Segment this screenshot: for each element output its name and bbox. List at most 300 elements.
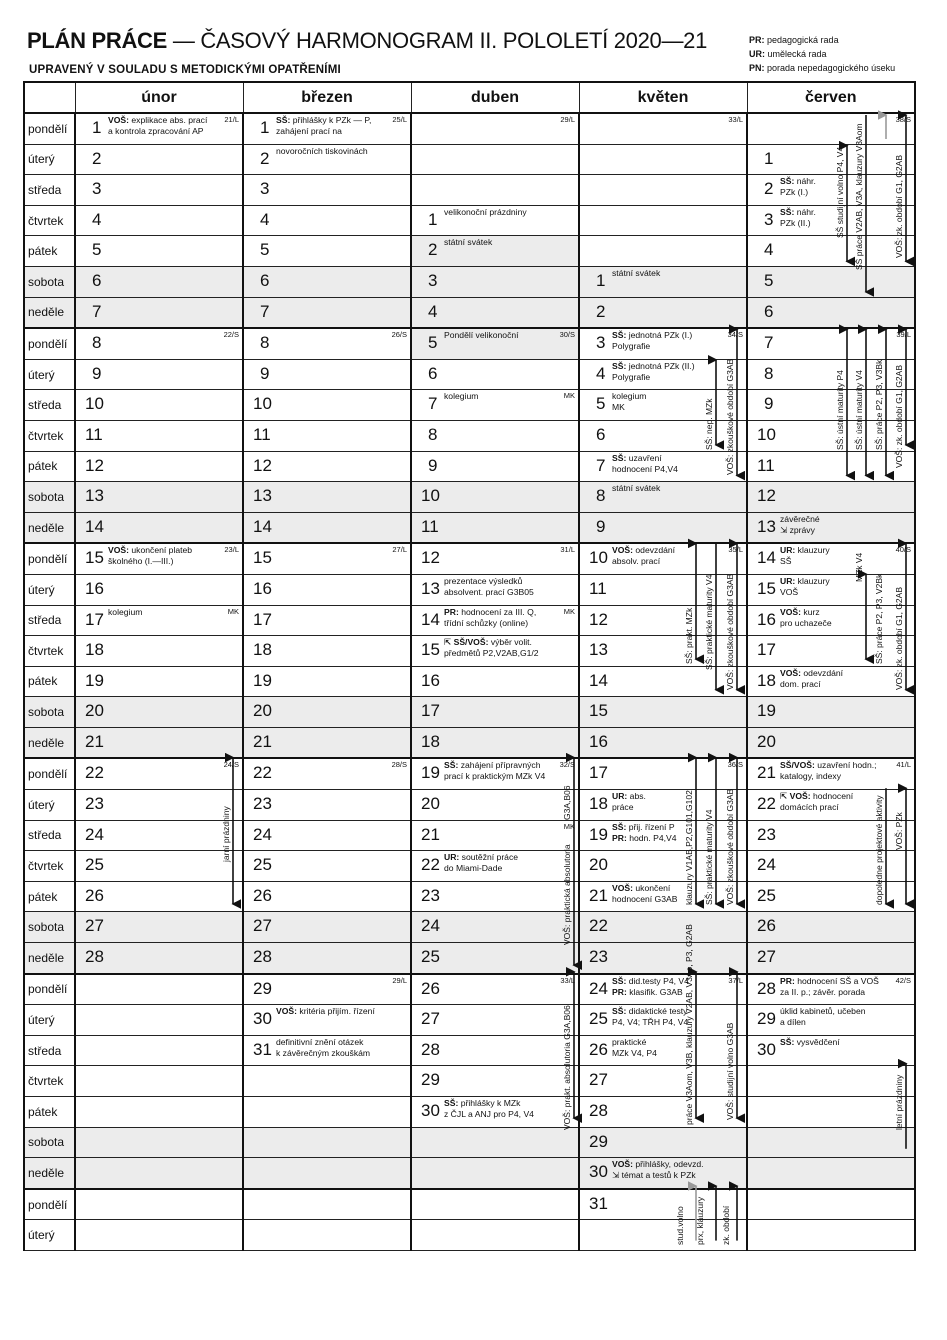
calendar-row [24,1035,915,1066]
day-number: 25 [253,855,272,875]
day-number: 17 [253,609,272,629]
day-number: 26 [589,1039,608,1059]
vertical-period-label: SŠ: prakt. MZk [684,607,694,664]
day-cell [75,636,243,667]
event-note: UR: klauzury SŠ [780,545,830,567]
day-cell [411,359,579,390]
day-number: 16 [253,578,272,598]
day-number: 23 [589,947,608,967]
event-note: VOŠ: odevzdání dom. prací [780,667,844,689]
day-cell [747,1189,915,1220]
day-number: 16 [757,609,776,629]
day-cell [75,605,243,636]
day-cell [747,820,915,851]
calendar-table [23,81,916,1251]
week-code: 22/S [223,330,239,340]
event-note: PR: hodnocení za III. Q, třídní schůzky (online) [444,606,537,628]
calendar-row [24,451,915,482]
day-cell [579,359,747,390]
day-number: 11 [421,516,439,536]
day-cell [243,390,411,421]
calendar-row [24,328,915,359]
week-code: 33/L [560,975,575,985]
day-cell [579,390,747,421]
vertical-period-label: SŠ: nep. MZk [704,398,714,450]
day-cell [243,1220,411,1251]
day-number: 18 [253,640,272,660]
event-note: VOŠ: kurz pro uchazeče [780,606,832,628]
event-note: závěrečné ⇲ zprávy [780,513,820,535]
week-code: 41/L [896,760,911,770]
day-cell [747,912,915,943]
day-number: 2 [596,301,606,321]
day-cell [243,1158,411,1189]
day-number: 8 [428,424,438,444]
day-cell [579,1005,747,1036]
event-note: definitivní znění otázek k závěrečným zkouškám [276,1036,371,1058]
day-cell [747,390,915,421]
day-number: 1 [596,270,606,290]
day-cell [243,328,411,359]
day-number: 21 [253,731,272,751]
calendar-row [24,912,915,943]
day-number: 1 [92,118,102,137]
page-subtitle: UPRAVENÝ V SOULADU S METODICKÝMI OPATŘENÍMI [29,64,341,76]
event-note: UR: klauzury VOŠ [780,575,830,597]
calendar-row [24,820,915,851]
calendar-row [24,943,915,974]
day-number: 13 [421,578,440,598]
day-number: 1 [260,118,270,137]
calendar-row [24,236,915,267]
day-number: 14 [421,609,440,629]
event-note: státní svátek [444,237,493,248]
day-number: 3 [596,333,606,353]
day-number: 3 [92,179,102,199]
day-number: 12 [589,609,608,629]
month-header: květen [579,82,747,113]
vertical-period-label: prx, klauzury [695,1196,705,1245]
week-code: 27/L [392,545,407,555]
day-number: 12 [253,455,272,475]
day-number: 5 [260,240,270,260]
day-cell [75,1066,243,1097]
day-cell [75,1127,243,1158]
day-cell [411,1158,579,1189]
day-number: 17 [589,763,608,783]
day-cell [747,697,915,728]
day-cell [411,328,579,359]
day-cell [411,820,579,851]
calendar-row [24,881,915,912]
week-code: 33/L [728,115,743,124]
day-number: 14 [589,670,608,690]
calendar-row [24,851,915,882]
weekday-label: pátek [24,451,75,482]
weekday-label: pondělí [24,1189,75,1220]
weekday-label: pondělí [24,543,75,574]
day-cell [579,1035,747,1066]
day-cell [747,359,915,390]
day-cell [411,175,579,206]
day-cell [75,1005,243,1036]
weekday-label: čtvrtek [24,851,75,882]
day-number: 5 [596,394,606,414]
legend-item: PR: pedagogická rada [749,35,839,45]
weekday-label: středa [24,820,75,851]
day-cell [75,512,243,543]
day-number: 14 [253,516,272,536]
day-cell [243,605,411,636]
day-number: 4 [764,240,774,260]
week-code: 25/L [392,115,407,124]
day-number: 25 [85,855,104,875]
day-number: 2 [428,240,438,260]
day-cell [243,727,411,758]
event-note: státní svátek [612,483,661,494]
day-cell [747,266,915,297]
day-cell [579,451,747,482]
day-cell [747,543,915,574]
day-number: 18 [85,640,104,660]
day-number: 11 [85,424,103,444]
event-note: UR: soutěžní práce do Miami-Dade [444,852,519,874]
day-cell [411,236,579,267]
weekday-label: čtvrtek [24,420,75,451]
event-note: UR: abs. práce [612,791,646,813]
calendar-row [24,390,915,421]
day-cell [579,820,747,851]
week-code: 32/S [559,760,575,770]
week-code: 24/S [223,760,239,770]
event-note: kolegium [108,606,143,617]
day-cell [411,790,579,821]
day-cell [579,974,747,1005]
legend-item: UR: umělecká rada [749,49,827,59]
week-code: 37/L [728,975,743,985]
week-code: 29/L [392,975,407,985]
weekday-label: úterý [24,1220,75,1251]
day-cell [75,943,243,974]
day-cell [411,113,579,144]
day-cell [579,912,747,943]
day-number: 27 [253,916,272,936]
weekday-label: úterý [24,1005,75,1036]
event-note: VOŠ: explikace abs. prací a kontrola zpracování AP [108,115,208,136]
event-note: SŠ: jednotná PZk (II.) Polygrafie [612,360,695,382]
weekday-label: sobota [24,912,75,943]
day-cell [75,1220,243,1251]
weekday-label: čtvrtek [24,205,75,236]
event-note: kolegium MK [612,391,647,413]
day-cell [243,297,411,328]
day-cell [747,1127,915,1158]
vertical-period-label: VOŠ: studijní volno G3AB [725,1022,735,1120]
day-number: 11 [589,578,607,598]
day-number: 4 [260,209,270,229]
day-cell [579,727,747,758]
day-number: 30 [421,1101,440,1120]
day-number: 16 [85,578,104,598]
weekday-label: pondělí [24,113,75,144]
calendar-row [24,144,915,175]
day-cell [75,666,243,697]
calendar-row [24,727,915,758]
day-number: 15 [421,640,440,660]
vertical-period-label: VOŠ: zkouškové období G3AB [725,573,735,690]
day-number: 26 [421,978,440,998]
day-cell [75,451,243,482]
day-cell [411,851,579,882]
day-cell [411,543,579,574]
day-cell [579,1220,747,1251]
calendar-row [24,266,915,297]
event-note: SŠ: náhr. PZk (I.) [780,176,816,198]
day-cell [243,574,411,605]
day-number: 4 [428,301,438,321]
day-cell [411,1097,579,1128]
day-number: 10 [757,424,776,444]
week-code: 23/L [224,545,239,555]
day-number: 31 [589,1193,608,1213]
day-cell [243,175,411,206]
day-cell [579,636,747,667]
day-number: 9 [428,455,438,475]
day-cell [75,851,243,882]
day-number: 13 [85,486,104,506]
week-code: 34/S [727,330,743,340]
vertical-period-label: VOŠ: zkouškové období G3AB [725,358,735,475]
weekday-label: úterý [24,144,75,175]
day-cell [75,912,243,943]
event-note: VOŠ: kritéria přijím. řízení [276,1006,375,1017]
day-cell [75,574,243,605]
day-cell [75,1158,243,1189]
event-note: praktické MZk V4, P4 [612,1036,657,1058]
calendar-row [24,790,915,821]
week-code: MK [227,606,239,616]
day-cell [411,512,579,543]
day-cell [747,790,915,821]
day-number: 19 [85,670,104,690]
week-code: 30/S [559,330,575,340]
day-cell [243,420,411,451]
day-cell [579,1189,747,1220]
calendar-row [24,420,915,451]
calendar-row [24,697,915,728]
day-cell [747,236,915,267]
day-cell [243,1097,411,1128]
day-cell [747,974,915,1005]
day-number: 21 [421,824,440,844]
event-note: SŠ/VOŠ: uzavření hodn.; katalogy, indexy [780,760,877,782]
calendar-row [24,359,915,390]
day-cell [243,113,411,144]
day-cell [411,1127,579,1158]
day-cell [75,266,243,297]
calendar-row [24,482,915,513]
day-cell [243,266,411,297]
vertical-period-label: VOŠ: prakt. absolutoria G3A,B06 [562,1005,572,1130]
day-number: 20 [757,731,776,751]
day-number: 2 [260,148,270,168]
weekday-label: neděle [24,297,75,328]
day-cell [411,297,579,328]
day-number: 17 [757,640,776,660]
day-number: 29 [253,978,272,998]
day-number: 8 [596,486,606,506]
vertical-period-label: zk. období [721,1205,731,1245]
weekday-label: neděle [24,943,75,974]
day-number: 12 [85,455,104,475]
day-number: 13 [253,486,272,506]
day-number: 2 [764,179,774,199]
calendar-row [24,543,915,574]
day-cell [747,758,915,789]
day-cell [747,113,915,144]
vertical-period-label: VOŠ: zk. období G1, G2AB [894,365,904,468]
day-cell [579,236,747,267]
day-number: 28 [253,947,272,967]
vertical-period-label: práce V3Aom, V3B, klauzury V2AB, V3Ao, P3, G2AB [684,924,694,1125]
day-cell [747,1035,915,1066]
weekday-label: pátek [24,666,75,697]
day-cell [579,297,747,328]
calendar-row [24,758,915,789]
day-number: 9 [260,363,270,383]
day-number: 19 [589,824,608,844]
day-number: 4 [92,209,102,229]
day-number: 13 [757,516,776,536]
day-cell [411,605,579,636]
day-number: 19 [421,763,440,783]
day-number: 24 [253,824,272,844]
day-cell [411,943,579,974]
day-number: 20 [421,794,440,814]
day-number: 15 [253,548,272,568]
day-cell [747,1220,915,1251]
day-cell [747,727,915,758]
day-cell [747,943,915,974]
day-cell [243,881,411,912]
day-number: 15 [757,578,776,598]
day-cell [411,1035,579,1066]
day-number: 4 [596,363,606,383]
vertical-period-label: SŠ studijní volno P4, V4 [835,146,845,238]
day-number: 17 [421,701,440,721]
day-cell [747,1158,915,1189]
event-note: SŠ: did.testy P4, V4 PR: klasifik. G3AB [612,975,689,997]
day-cell [411,1220,579,1251]
day-number: 19 [757,701,776,721]
week-code: 29/L [560,115,575,124]
day-number: 3 [764,209,774,229]
event-note: velikonoční prázdniny [444,206,527,217]
event-note: ⇱ VOŠ: hodnocení domácích prací [780,791,854,813]
calendar-row [24,1127,915,1158]
weekday-label: úterý [24,574,75,605]
event-note: ⇱ SŠ/VOŠ: výběr volit. předmětů P2,V2AB,G1/2 [444,637,539,659]
week-code: 28/S [391,760,407,770]
day-number: 31 [253,1039,272,1059]
day-cell [747,605,915,636]
day-number: 22 [589,916,608,936]
calendar-row [24,1158,915,1189]
vertical-period-label: VOŠ: PZk [894,812,904,850]
title-bold-part: PLÁN PRÁCE [27,28,168,53]
day-cell [747,420,915,451]
day-number: 18 [421,731,440,751]
weekday-label: čtvrtek [24,1066,75,1097]
vertical-period-label: SŠ: práce P2, P3, V2Bk [874,573,884,664]
weekday-label: sobota [24,697,75,728]
week-code: MK [563,821,575,831]
weekday-label: neděle [24,512,75,543]
day-cell [75,758,243,789]
weekday-label: pondělí [24,758,75,789]
day-number: 24 [589,978,608,998]
weekday-label: pátek [24,1097,75,1128]
week-code: 26/S [391,330,407,340]
day-number: 29 [421,1070,440,1090]
day-cell [243,1189,411,1220]
day-number: 27 [589,1070,608,1090]
vertical-period-label: klauzury V1AB,P2,G101,G102 [684,790,694,905]
calendar-row [24,666,915,697]
event-note: SŠ: jednotná PZk (I.) Polygrafie [612,330,693,352]
day-number: 9 [92,363,102,383]
weekday-label: sobota [24,482,75,513]
weekday-label: pondělí [24,328,75,359]
weekday-label: pondělí [24,974,75,1005]
day-cell [579,1127,747,1158]
day-cell [579,175,747,206]
day-cell [579,205,747,236]
vertical-period-label: stud.volno [675,1206,685,1245]
day-cell [75,1097,243,1128]
weekday-label: sobota [24,1127,75,1158]
day-number: 30 [589,1162,608,1182]
day-number: 27 [85,916,104,936]
day-number: 24 [85,824,104,844]
vertical-period-label: G3A,B06 [562,785,572,820]
week-code: 35/L [728,545,743,555]
day-number: 29 [757,1009,776,1029]
day-cell [243,482,411,513]
event-note: SŠ: didaktické testy P4, V4; TŘH P4, V4 [612,1006,689,1028]
day-cell [243,1005,411,1036]
calendar-row [24,512,915,543]
weekday-label: neděle [24,727,75,758]
event-note: SŠ: uzavření hodnocení P4,V4 [612,452,678,474]
day-number: 23 [85,794,104,814]
day-cell [411,697,579,728]
day-number: 30 [253,1009,272,1029]
day-number: 6 [596,424,606,444]
abbreviation-legend [749,33,895,75]
day-cell [579,144,747,175]
day-number: 24 [421,916,440,936]
day-cell [411,451,579,482]
day-number: 1 [764,148,774,168]
day-number: 28 [421,1039,440,1059]
vertical-period-label: VOŠ: praktická absolutoria [562,844,572,945]
weekday-label: středa [24,390,75,421]
day-number: 15 [85,548,104,568]
calendar-row [24,297,915,328]
day-cell [243,144,411,175]
vertical-period-label: SŠ: ústní maturity P4 [835,370,845,450]
